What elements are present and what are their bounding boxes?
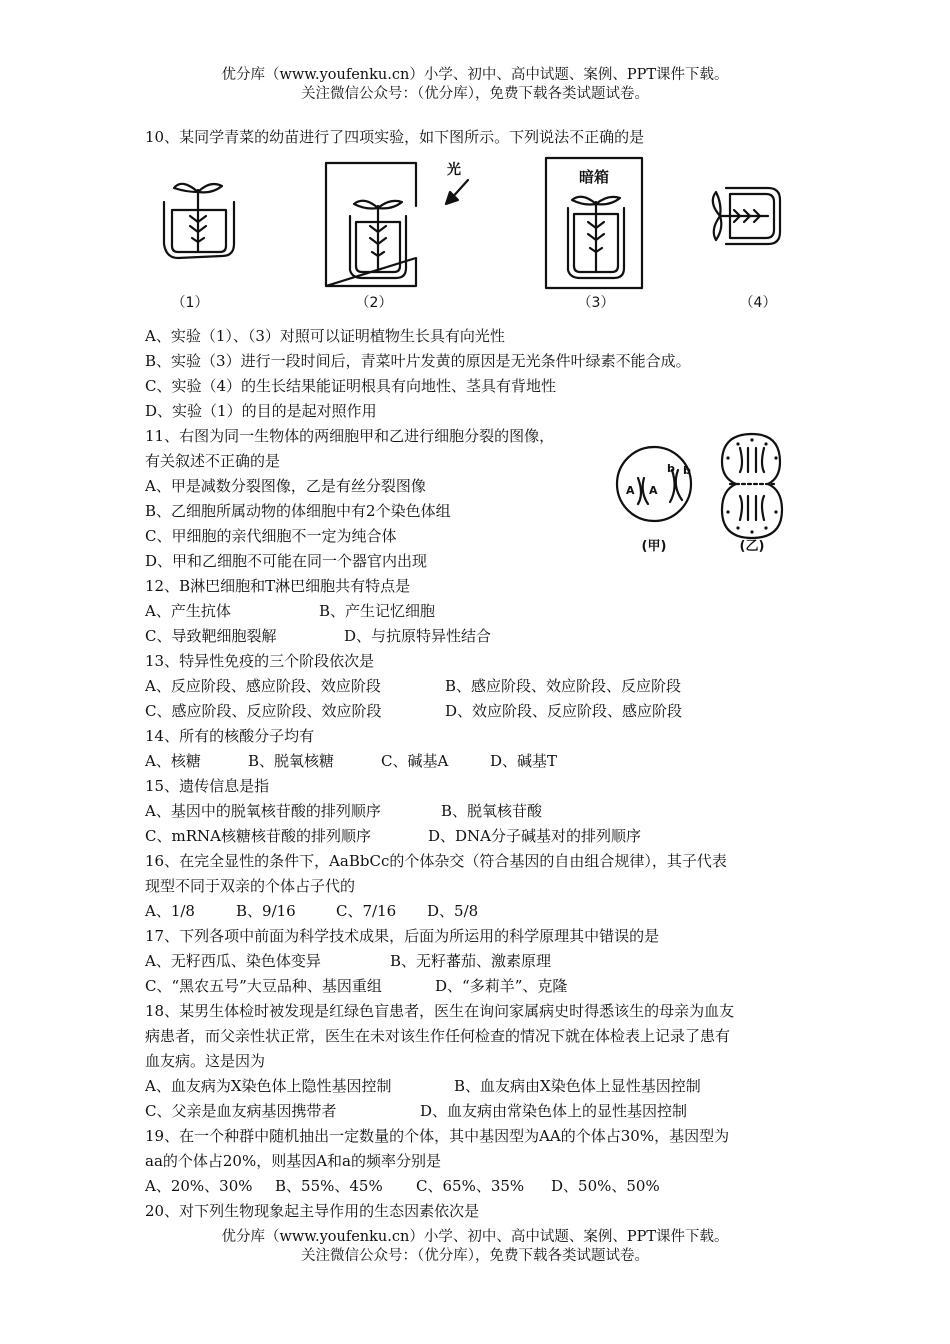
q19-option-c: C、65%、35% (416, 1177, 525, 1195)
q19-option-a: A、20%、30% (145, 1177, 253, 1195)
q12-option-b: B、产生记忆细胞 (319, 602, 436, 620)
allele-label-A1: A (626, 484, 635, 497)
q17-option-c: C、“黑农五号”大豆品种、基因重组 (145, 977, 382, 995)
q16-stem-line-1: 16、在完全显性的条件下，AaBbCc的个体杂交（符合基因的自由组合规律），其子代表 (145, 852, 727, 870)
q18-option-d: D、血友病由常染色体上的显性基因控制 (420, 1102, 688, 1120)
q10-option-a: A、实验（1）、（3）对照可以证明植物生长具有向光性 (145, 327, 505, 345)
q15-option-d: D、DNA分子碱基对的排列顺序 (428, 827, 642, 845)
q13-option-c: C、感应阶段、反应阶段、效应阶段 (145, 702, 382, 720)
q15-stem: 15、遗传信息是指 (145, 777, 270, 795)
q12-option-a: A、产生抗体 (145, 602, 231, 620)
q18-stem-line-3: 血友病。这是因为 (145, 1052, 266, 1070)
q13-option-a: A、反应阶段、感应阶段、效应阶段 (145, 677, 381, 695)
caption-4: （4） (739, 295, 777, 311)
q10-option-d: D、实验（1）的目的是起对照作用 (145, 402, 377, 420)
q19-option-d: D、50%、50% (551, 1177, 660, 1195)
q15-option-b: B、脱氧核苷酸 (441, 802, 543, 820)
q11-option-c: C、甲细胞的亲代细胞不一定为纯合体 (145, 527, 397, 545)
q17-option-b: B、无籽蕃茄、激素原理 (390, 952, 552, 970)
q16-option-d: D、5/8 (427, 902, 479, 920)
q18-stem-line-2: 病患者，而父亲性状正常，医生在未对该生作任何检查的情况下就在体检表上记录了患有 (145, 1027, 731, 1045)
light-label: 光 (447, 162, 461, 178)
q15-option-c: C、mRNA核糖核苷酸的排列顺序 (145, 827, 371, 845)
q19-option-b: B、55%、45% (275, 1177, 383, 1195)
q19-stem-line-1: 19、在一个种群中随机抽出一定数量的个体，其中基因型为AA的个体占30%，基因型为 (145, 1127, 730, 1145)
q10-option-c: C、实验（4）的生长结果能证明根具有向地性、茎具有背地性 (145, 377, 557, 395)
experiment-1-seedling (164, 184, 234, 258)
q16-option-c: C、7/16 (336, 902, 397, 920)
page-footer (0, 1228, 950, 1266)
allele-label-A2: A (649, 484, 658, 497)
q12-stem: 12、B淋巴细胞和T淋巴细胞共有特点是 (145, 577, 411, 595)
q18-option-b: B、血友病由X染色体上显性基因控制 (454, 1077, 701, 1095)
chromosomes-yi-top (740, 448, 764, 472)
page-header (0, 66, 950, 104)
q13-stem: 13、特异性免疫的三个阶段依次是 (145, 652, 375, 670)
q12-option-d: D、与抗原特异性结合 (344, 627, 492, 645)
q18-option-a: A、血友病为X染色体上隐性基因控制 (145, 1077, 392, 1095)
q19-stem-line-2: aa的个体占20%，则基因A和a的频率分别是 (145, 1152, 442, 1170)
q18-stem-line-1: 18、某男生体检时被发现是红绿色盲患者，医生在询问家属病史时得悉该生的母亲为血友 (145, 1002, 735, 1020)
cell-yi (722, 434, 782, 538)
q20-stem: 20、对下列生物现象起主导作用的生态因素依次是 (145, 1202, 480, 1220)
allele-label-b1: b (667, 462, 675, 475)
chromosome-A (638, 478, 648, 504)
q11-stem-line-2: 有关叙述不正确的是 (145, 452, 281, 470)
q12-option-c: C、导致靶细胞裂解 (145, 627, 277, 645)
q14-stem: 14、所有的核酸分子均有 (145, 727, 315, 745)
experiment-4-sideways (713, 188, 780, 244)
q16-stem-line-2: 现型不同于双亲的个体占子代的 (145, 877, 356, 895)
caption-yi: (乙) (739, 539, 765, 554)
q14-option-a: A、核糖 (145, 752, 201, 770)
q17-stem: 17、下列各项中前面为科学技术成果，后面为所运用的科学原理其中错误的是 (145, 927, 660, 945)
caption-jia: (甲) (641, 539, 667, 554)
q15-option-a: A、基因中的脱氧核苷酸的排列顺序 (145, 802, 381, 820)
experiment-2-seedling-with-window (326, 163, 416, 286)
caption-2: （2） (355, 295, 393, 311)
q13-option-d: D、效应阶段、反应阶段、感应阶段 (445, 702, 683, 720)
q13-option-b: B、感应阶段、效应阶段、反应阶段 (445, 677, 682, 695)
q14-option-b: B、脱氧核糖 (248, 752, 335, 770)
q11-option-d: D、甲和乙细胞不可能在同一个器官内出现 (145, 552, 428, 570)
q14-option-c: C、碱基A (381, 752, 449, 770)
q18-option-c: C、父亲是血友病基因携带者 (145, 1102, 337, 1120)
caption-3: （3） (577, 295, 615, 311)
caption-1: （1） (171, 295, 209, 311)
q10-option-b: B、实验（3）进行一段时间后，青菜叶片发黄的原因是无光条件叶绿素不能合成。 (145, 352, 691, 370)
q16-option-b: B、9/16 (236, 902, 296, 920)
header-line-2: 关注微信公众号：（优分库），免费下载各类试题试卷。 (301, 86, 649, 102)
q10-stem: 10、某同学青菜的幼苗进行了四项实验，如下图所示。下列说法不正确的是 (145, 128, 645, 146)
footer-line-1: 优分库（www.youfenku.cn）小学、初中、高中试题、案例、PPT课件下载。 (221, 1229, 729, 1245)
q11-option-a: A、甲是减数分裂图像，乙是有丝分裂图像 (145, 477, 426, 495)
chromosomes-yi-bottom (740, 496, 764, 520)
footer-line-2: 关注微信公众号：（优分库），免费下载各类试题试卷。 (301, 1248, 649, 1264)
header-line-1: 优分库（www.youfenku.cn）小学、初中、高中试题、案例、PPT课件下载。 (221, 67, 729, 83)
q16-option-a: A、1/8 (145, 902, 195, 920)
darkbox-label: 暗箱 (578, 168, 610, 186)
q17-option-d: D、“多莉羊”、克隆 (435, 977, 568, 995)
q11-option-b: B、乙细胞所属动物的体细胞中有2个染色体组 (145, 502, 451, 520)
q11-cell-figure (612, 428, 802, 558)
allele-label-b2: b (683, 464, 691, 477)
q17-option-a: A、无籽西瓜、染色体变异 (145, 952, 321, 970)
q11-stem-line-1: 11、右图为同一生物体的两细胞甲和乙进行细胞分裂的图像， (145, 427, 555, 445)
q14-option-d: D、碱基T (490, 752, 558, 770)
q10-figure (150, 152, 800, 317)
